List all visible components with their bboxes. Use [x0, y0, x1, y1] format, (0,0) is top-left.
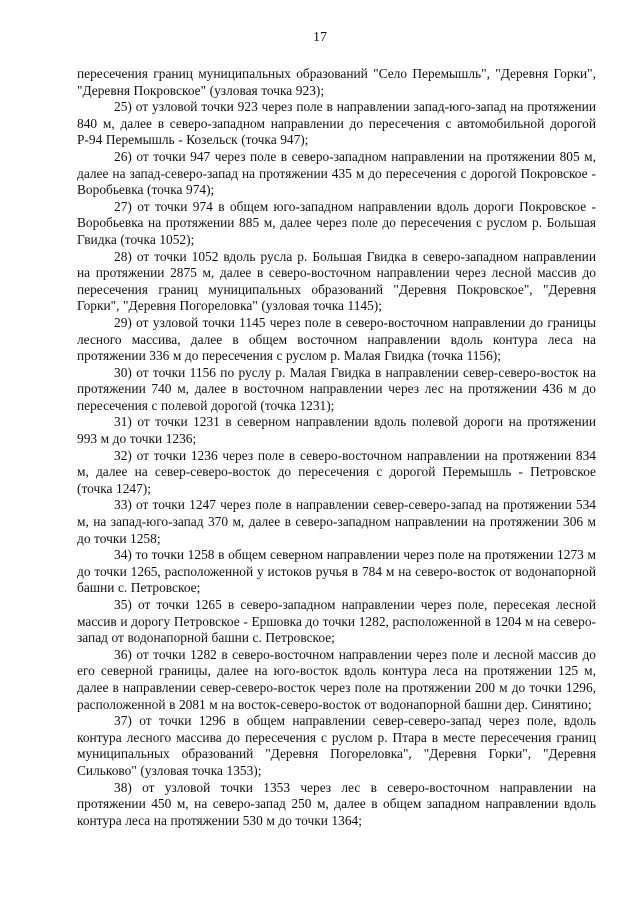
paragraph-item-33: 33) от точки 1247 через поле в направлении север-северо-запад на протяжении 534 м, на запад-юго-запад 370 м, далее в северо-западном направлении на протяжении 306 м до точки 1258; — [77, 497, 596, 546]
paragraph-item-34: 34) то точки 1258 в общем северном направлении через поле на протяжении 1273 м до точки 1265, расположенной у истоков ручья в 784 м на северо-восток от водонапорной башни с. Петровское; — [77, 547, 596, 596]
paragraph-item-29: 29) от узловой точки 1145 через поле в северо-восточном направлении до границы лесного массива, далее в общем восточном направлении вдоль контура леса на протяжении 336 м до пересечения с руслом р. Малая Гвидка (точка 1156); — [77, 314, 596, 364]
paragraph-item-30: 30) от точки 1156 по руслу р. Малая Гвидка в направлении север-северо-восток на протяжении 740 м, далее в восточном направлении через лес на протяжении 436 м до пересечения с полевой дорогой (точка 1231); — [77, 364, 596, 413]
paragraph-item-26: 26) от точки 947 через поле в северо-западном направлении на протяжении 805 м, далее на запад-северо-запад на протяжении 435 м до пересечения с дорогой Покровское - Воробьевка (точка 974); — [77, 148, 596, 198]
page-number: 17 — [313, 30, 327, 45]
paragraph-item-27: 27) от точки 974 в общем юго-западном направлении вдоль дороги Покровское - Воробьевка на протяжении 885 м, далее через поле до пересечения с руслом р. Большая Гвидка (точка 1052); — [77, 198, 596, 247]
paragraph-item-36: 36) от точки 1282 в северо-восточном направлении через поле и лесной массив до его северной границы, далее на юго-восток вдоль контура леса на протяжении 125 м, далее в направлении север-северо-восток через поле на протяжении 200 м до точки 1296, расположенной в 2081 м на восток-северо-восток от водонапорной башни дер. Синятино; — [77, 646, 596, 712]
document-body — [77, 66, 596, 829]
paragraph-item-37: 37) от точки 1296 в общем направлении север-северо-запад через поле, вдоль контура лесного массива до пересечения с руслом р. Птара в месте пересечения границ муниципальных образований "Деревня Погореловка", "Деревня Горки", "Деревня Сильково" (узловая точка 1353); — [77, 713, 596, 778]
paragraph-item-32: 32) от точки 1236 через поле в северо-восточном направлении на протяжении 834 м, далее на север-северо-восток до пересечения с дорогой Перемышль - Петровское (точка 1247); — [77, 447, 596, 496]
paragraph-item-38: 38) от узловой точки 1353 через лес в северо-восточном направлении на протяжении 450 м, на северо-запад 250 м, далее в общем западном направлении вдоль контура леса на протяжении 530 м до точки 1364; — [77, 779, 596, 828]
paragraph-item-31: 31) от точки 1231 в северном направлении вдоль полевой дороги на протяжении 993 м до точки 1236; — [77, 414, 596, 447]
paragraph-item-28: 28) от точки 1052 вдоль русла р. Большая Гвидка в северо-западном направлении на протяжении 2875 м, далее в северо-восточном направлении через лесной массив до пересечения границ муниципальных образований "Деревня Покровское", "Деревня Горки", "Деревня Погореловка" (узловая точка 1145); — [77, 248, 596, 314]
paragraph-item-25: 25) от узловой точки 923 через поле в направлении запад-юго-запад на протяжении 840 м, далее в северо-западном направлении до пересечения с автомобильной дорогой Р-94 Перемышль - Козельск (точка 947); — [77, 99, 596, 148]
paragraph-continuation: пересечения границ муниципальных образований "Село Перемышль", "Деревня Горки", "Деревня Покровское" (узловая точка 923); — [77, 66, 596, 98]
paragraph-item-35: 35) от точки 1265 в северо-западном направлении через поле, пересекая лесной массив и дорогу Петровское - Ершовка до точки 1282, расположенной в 1204 м на северо-запад от водонапорной башни с. Петровское; — [77, 597, 596, 646]
